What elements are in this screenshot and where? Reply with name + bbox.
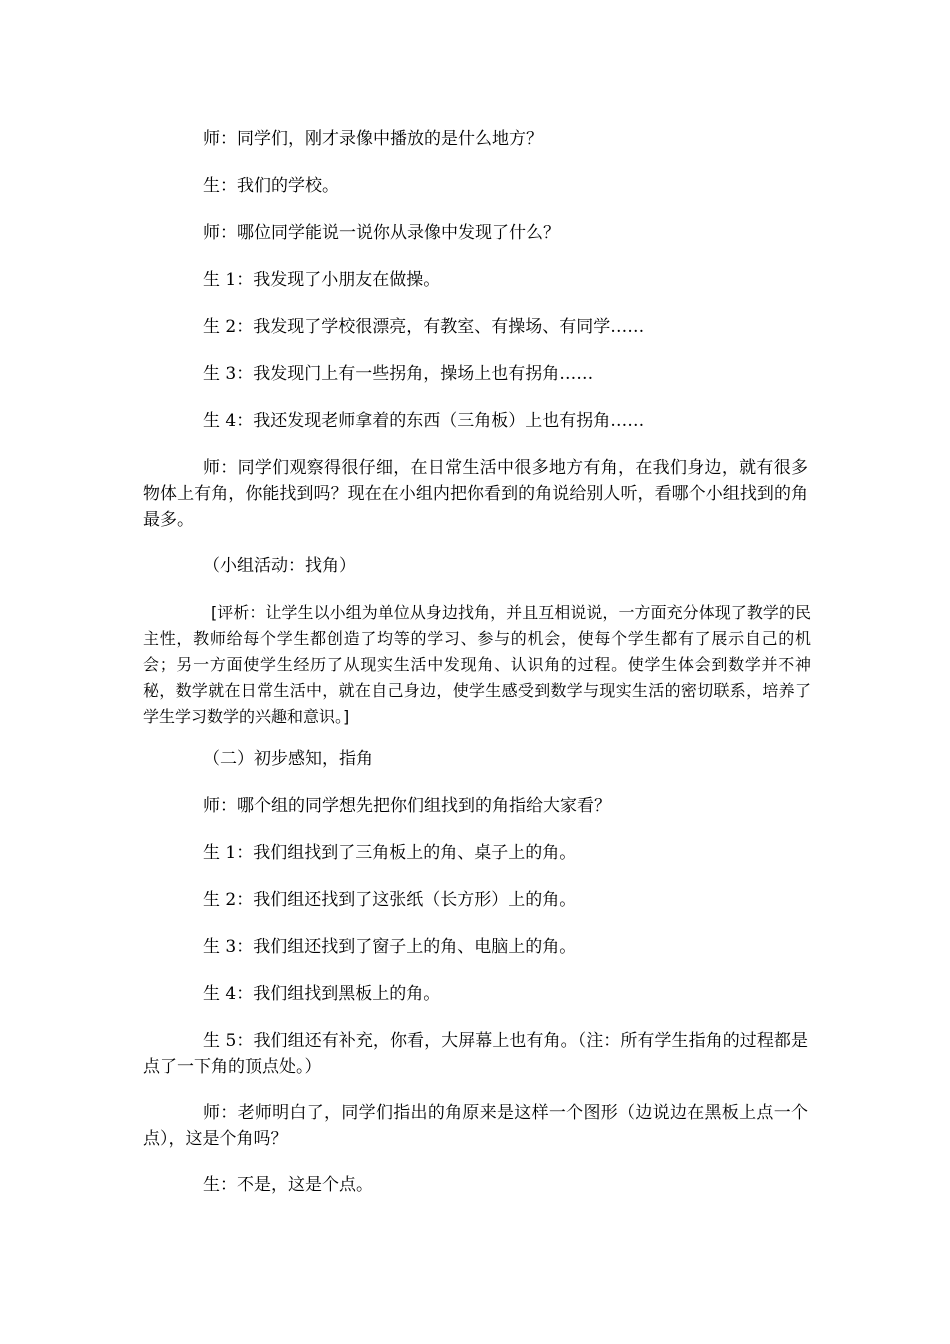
dialogue-student-2: 生 2：我们组还找到了这张纸（长方形）上的角。 [203, 890, 577, 910]
dialogue-student-2: 生 2：我发现了学校很漂亮，有教室、有操场、有同学…… [203, 317, 645, 337]
dialogue-student-4: 生 4：我们组找到黑板上的角。 [203, 984, 441, 1004]
dialogue-student-3: 生 3：我们组还找到了窗子上的角、电脑上的角。 [203, 937, 577, 957]
commentary-block: [评析：让学生以小组为单位从身边找角，并且互相说说，一方面充分体现了教学的民主性，教师给每个学生都创造了均等的学习、参与的机会，使每个学生都有了展示自己的机会；另一方面使学生经历了从现实生活中发现角、认识角的过程。使学生体会到数学并不神秘，数学就在日常生活中，就在自己身边，使学生感受到数学与现实生活的密切联系，培养了学生学习数学的兴趣和意识。] [143, 603, 811, 726]
dialogue-teacher-explanation: 师：老师明白了，同学们指出的角原来是这样一个图形（边说边在黑板上点一个点），这是个角吗？ [143, 1103, 808, 1149]
dialogue-student-4: 生 4：我还发现老师拿着的东西（三角板）上也有拐角…… [203, 411, 645, 431]
dialogue-teacher-question: 师：哪位同学能说一说你从录像中发现了什么？ [203, 223, 560, 243]
dialogue-teacher-instruction: 师：同学们观察得很仔细，在日常生活中很多地方有角，在我们身边，就有很多物体上有角，你能找到吗？现在在小组内把你看到的角说给别人听，看哪个小组找到的角最多。 [143, 458, 808, 530]
section-heading: （二）初步感知，指角 [203, 749, 373, 769]
dialogue-student-1: 生 1：我发现了小朋友在做操。 [203, 270, 441, 290]
dialogue-student-answer: 生：我们的学校。 [203, 176, 339, 196]
dialogue-teacher-question: 师：哪个组的同学想先把你们组找到的角指给大家看？ [203, 796, 611, 816]
activity-note: （小组活动：找角） [203, 556, 356, 576]
dialogue-student-answer: 生：不是，这是个点。 [203, 1175, 373, 1195]
dialogue-student-5: 生 5：我们组还有补充，你看，大屏幕上也有角。（注：所有学生指角的过程都是点了一下角的顶点处。） [143, 1031, 808, 1077]
dialogue-teacher-question: 师：同学们，刚才录像中播放的是什么地方？ [203, 129, 543, 149]
dialogue-student-3: 生 3：我发现门上有一些拐角，操场上也有拐角…… [203, 364, 594, 384]
dialogue-student-1: 生 1：我们组找到了三角板上的角、桌子上的角。 [203, 843, 577, 863]
